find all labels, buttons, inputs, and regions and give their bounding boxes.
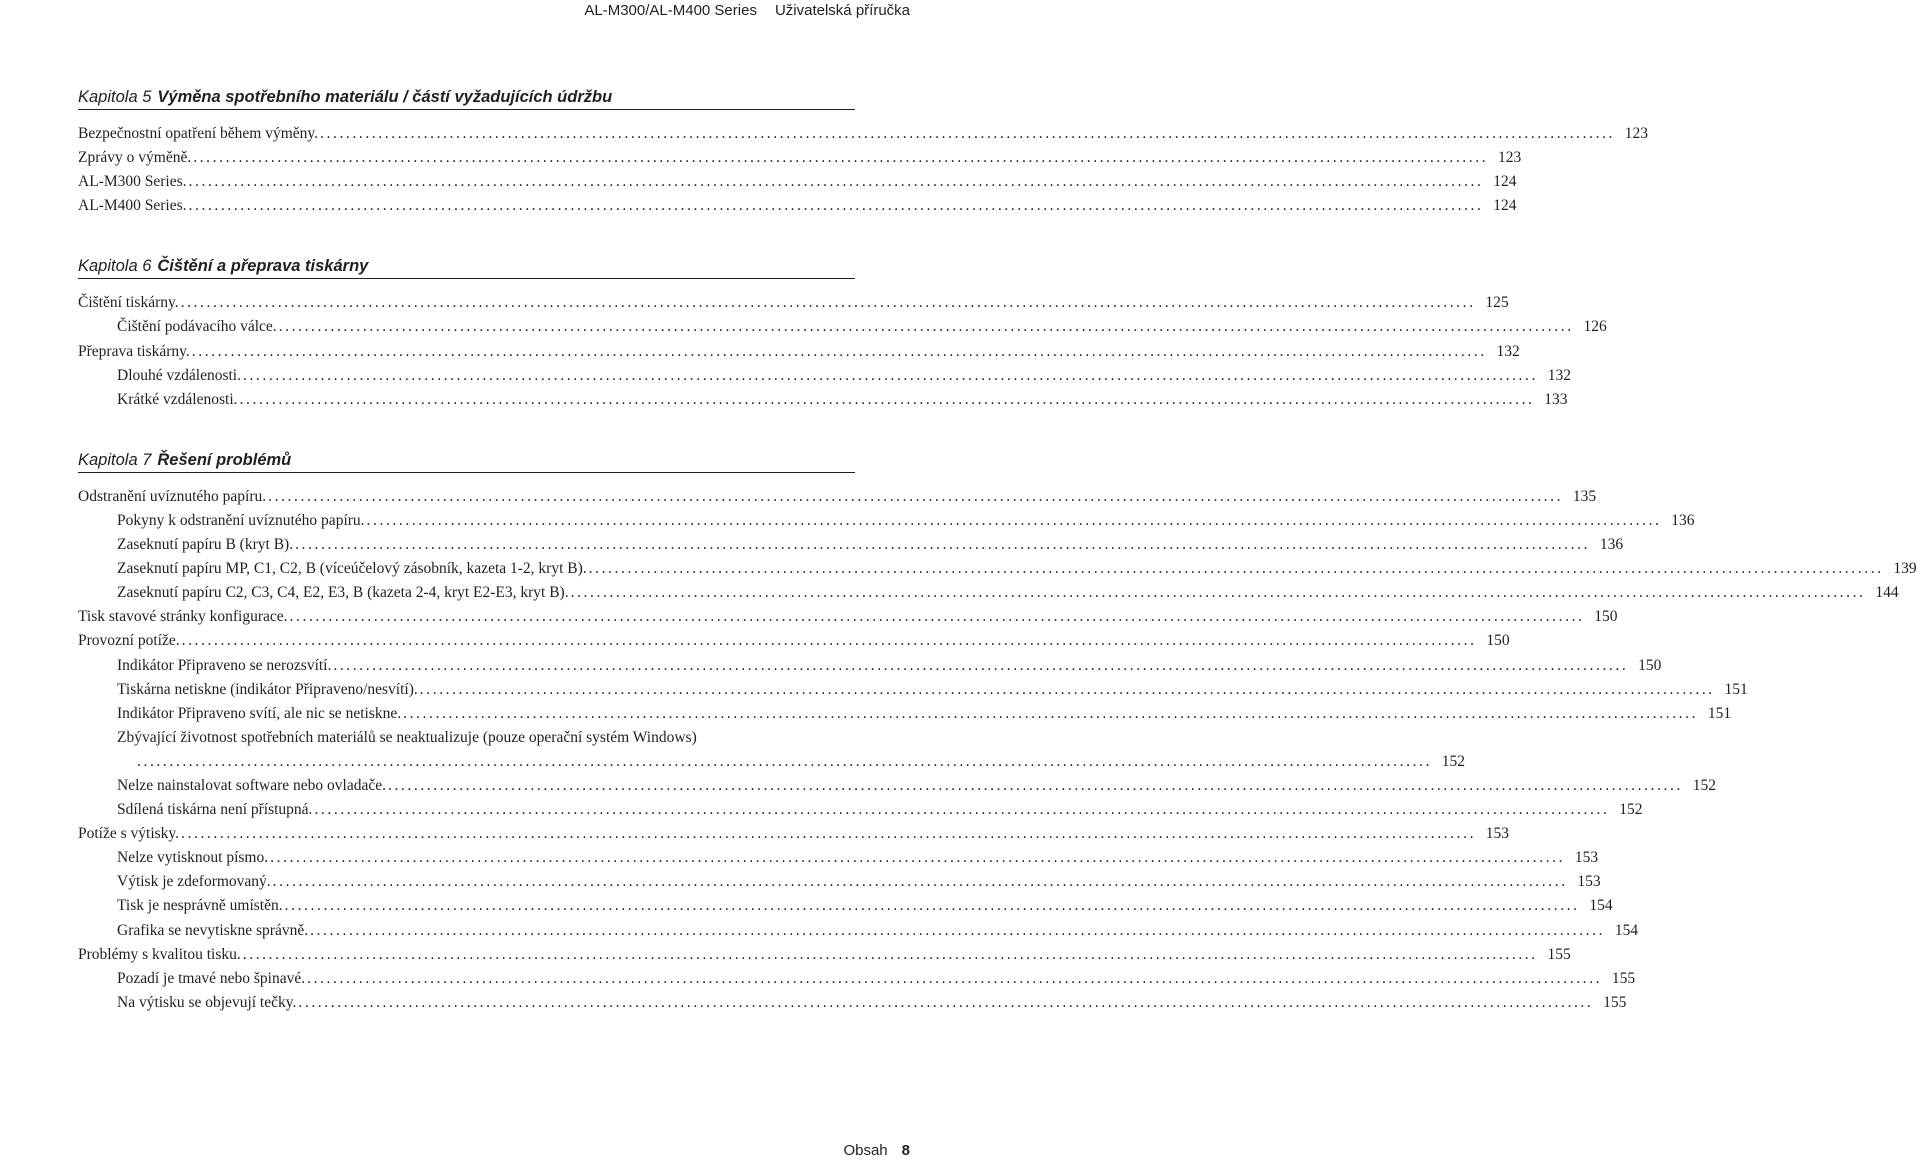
toc-entry[interactable] [78,846,1599,870]
dot-leader: ........................................................................................................................................................................................................ [310,921,1606,939]
toc-entry[interactable] [78,629,1510,653]
dot-leader: ........................................................................................................................................................................................................ [188,173,1484,191]
dot-leader: ........................................................................................................................................................................................................ [239,390,1535,408]
toc-entry[interactable] [78,122,1649,146]
page-footer [843,1140,910,1162]
toc-page-number: 123 [1624,125,1649,142]
toc-entry-label: Zaseknutí papíru B (kryt B). [117,536,294,554]
chapter-title [78,86,855,110]
toc-page-number: 124 [1493,173,1517,191]
dot-leader: ........................................................................................................................................................................................................ [419,680,1715,698]
dot-leader: ........................................................................................................................................................................................................ [188,197,1484,215]
toc-page-number: 123 [1497,149,1522,167]
toc-page-number: 151 [1724,680,1748,698]
page-header [584,0,910,22]
dot-leader: ........................................................................................................................................................................................................ [403,704,1699,722]
dot-leader: ........................................................................................................................................................................................................ [307,969,1603,987]
toc-entry-label: Potíže s výtisky. [78,825,180,843]
toc-entry[interactable] [78,388,1568,412]
dot-leader: ........................................................................................................................................................................................................ [387,776,1683,794]
chapter-prefix: Kapitola 7 [78,450,152,469]
toc-entry[interactable] [78,557,1917,581]
toc-entry[interactable] [78,870,1601,894]
toc-page-number: 135 [1572,487,1597,505]
toc-entry[interactable] [78,654,1662,678]
toc-entry-label: Přeprava tiskárny. [78,342,190,360]
toc-entry-label: Tiskárna netiskne (indikátor Připraveno/nesvítí). [117,680,418,698]
toc-entry-label: Problémy s kvalitou tisku. [78,945,241,963]
table-of-contents [78,86,1917,1052]
footer-section: Obsah [843,1142,888,1159]
toc-entry-label: Grafika se nevytiskne správně. [117,921,309,939]
chapter-title [78,255,855,279]
toc-entry-label: Krátké vzdálenosti. [117,390,238,408]
toc-entry[interactable] [78,678,1748,702]
toc-entry[interactable] [78,943,1571,967]
toc-page-number: 155 [1547,945,1571,963]
dot-leader: ........................................................................................................................................................................................................ [272,873,1568,891]
toc-entry[interactable] [78,726,1465,774]
toc-page-number: 132 [1547,366,1571,384]
dot-leader: ........................................................................................................................................................................................................ [137,752,1432,770]
toc-entry-label: Zaseknutí papíru C2, C3, C4, E2, E3, B (kazeta 2-4, kryt E2-E3, kryt B). [117,584,569,602]
dot-leader: ........................................................................................................................................................................................................ [181,825,1477,843]
toc-page-number: 125 [1485,294,1509,312]
toc-page-number: 155 [1611,969,1636,987]
dot-leader: ........................................................................................................................................................................................................ [242,945,1538,963]
dot-leader: ........................................................................................................................................................................................................ [278,318,1574,336]
toc-entry-label: Na výtisku se objevují tečky. [117,993,297,1011]
chapter-prefix: Kapitola 5 [78,88,152,106]
toc-entry-label: Indikátor Připraveno svítí, ale nic se netiskne. [117,704,402,722]
toc-entry[interactable] [78,919,1639,943]
toc-entry[interactable] [78,340,1520,364]
toc-entry-label: Indikátor Připraveno se nerozsvítí. [117,656,332,674]
toc-entry[interactable] [78,991,1627,1015]
toc-entry-label: Pokyny k odstranění uvíznutého papíru. [117,511,365,529]
toc-entry-label: Čištění tiskárny. [78,294,179,312]
page-number: 8 [901,1142,910,1159]
chapter-section [78,86,1649,218]
toc-page-number: 136 [1599,536,1624,554]
toc-page-number: 153 [1577,873,1601,891]
toc-page-number: 154 [1589,897,1613,915]
chapter-section [78,255,1607,411]
toc-page-number: 150 [1486,632,1510,650]
toc-page-number: 133 [1544,390,1568,408]
chapter-name: Výměna spotřebního materiálu / částí vyžadujících údržbu [157,88,613,106]
toc-page-number: 155 [1603,993,1627,1011]
dot-leader: ........................................................................................................................................................................................................ [298,993,1594,1011]
dot-leader: ........................................................................................................................................................................................................ [295,536,1591,554]
dot-leader: ........................................................................................................................................................................................................ [284,897,1580,915]
toc-page-number: 152 [1619,801,1643,819]
toc-page-number: 153 [1485,825,1510,843]
toc-entry-label: Zprávy o výměně. [78,149,192,167]
dot-leader: ........................................................................................................................................................................................................ [242,366,1538,384]
toc-page-number: 136 [1671,511,1695,529]
toc-entry[interactable] [78,774,1716,798]
toc-entry[interactable] [78,485,1597,509]
toc-entry-label: Provozní potíže. [78,632,180,650]
toc-entry[interactable] [78,146,1522,170]
dot-leader: ........................................................................................................................................................................................................ [191,342,1487,360]
toc-entry[interactable] [78,894,1613,918]
toc-entry-label: Tisk stavové stránky konfigurace. [78,608,288,626]
dot-leader: ........................................................................................................................................................................................................ [588,560,1884,578]
toc-entry-label: Zbývající životnost spotřebních materiálů se neaktualizuje (pouze operační systém Windows) [117,728,697,746]
dot-leader: ........................................................................................................................................................................................................ [181,632,1477,650]
toc-page-number: 150 [1594,608,1618,626]
toc-entry-label: AL-M400 Series. [78,197,187,215]
toc-entry[interactable] [78,509,1695,533]
header-doc-title: Uživatelská příručka [774,2,910,19]
toc-entry[interactable] [78,315,1607,339]
dot-leader: ........................................................................................................................................................................................................ [270,849,1566,867]
toc-entry[interactable] [78,291,1509,315]
toc-entry[interactable] [78,581,1899,605]
toc-entry-label: Zaseknutí papíru MP, C1, C2, B (víceúčelový zásobník, kazeta 1-2, kryt B). [117,560,587,578]
toc-entry-label: Nelze vytisknout písmo. [117,849,269,867]
toc-page-number: 153 [1574,849,1599,867]
toc-page-number: 124 [1493,197,1517,215]
toc-entry-label: Dlouhé vzdálenosti. [117,366,241,384]
toc-entry[interactable] [78,822,1510,846]
header-series: AL-M300/AL-M400 Series [584,2,757,19]
dot-leader: ........................................................................................................................................................................................................ [320,125,1616,142]
dot-leader: ........................................................................................................................................................................................................ [180,294,1476,312]
dot-leader: ........................................................................................................................................................................................................ [366,511,1662,529]
toc-entry-label: Výtisk je zdeformovaný. [117,873,271,891]
toc-entry[interactable] [78,798,1643,822]
toc-entry-continuation [117,750,1465,774]
chapter-name: Čištění a přeprava tiskárny [157,257,369,276]
toc-page-number: 154 [1614,921,1639,939]
toc-page-number: 150 [1638,656,1662,674]
toc-entry[interactable] [78,533,1624,557]
toc-page-number: 152 [1441,752,1465,770]
toc-page-number: 126 [1583,318,1607,336]
chapter-prefix: Kapitola 6 [78,257,152,276]
toc-entry[interactable] [78,364,1571,388]
dot-leader: ........................................................................................................................................................................................................ [570,584,1866,602]
toc-entry-label: Čištění podávacího válce. [117,318,277,336]
dot-leader: ........................................................................................................................................................................................................ [268,487,1564,505]
toc-entry[interactable] [78,702,1732,726]
toc-page-number: 144 [1875,584,1899,602]
toc-entry[interactable] [78,194,1517,218]
chapter-name: Řešení problémů [157,450,292,469]
toc-page-number: 132 [1496,342,1520,360]
toc-entry[interactable] [78,170,1517,194]
dot-leader: ........................................................................................................................................................................................................ [289,608,1585,626]
dot-leader: ........................................................................................................................................................................................................ [193,149,1489,167]
toc-entry-label: Pozadí je tmavé nebo špinavé. [117,969,306,987]
toc-page-number: 151 [1707,704,1732,722]
toc-entry[interactable] [78,605,1618,629]
toc-entry[interactable] [78,967,1636,991]
toc-entry-label: AL-M300 Series. [78,173,187,191]
toc-entry-label: Bezpečnostní opatření během výměny. [78,125,319,142]
dot-leader: ........................................................................................................................................................................................................ [333,656,1629,674]
toc-page-number: 152 [1692,776,1716,794]
chapter-title [78,449,855,473]
toc-page-number: 139 [1893,560,1917,578]
dot-leader: ........................................................................................................................................................................................................ [314,801,1610,819]
toc-entry-label: Odstranění uvíznutého papíru. [78,487,267,505]
toc-entry-label: Tisk je nesprávně umístěn. [117,897,283,915]
toc-entry-label: Sdílená tiskárna není přístupná. [117,801,313,819]
toc-entry-label: Nelze nainstalovat software nebo ovladače. [117,776,386,794]
chapter-section [78,449,1917,1015]
